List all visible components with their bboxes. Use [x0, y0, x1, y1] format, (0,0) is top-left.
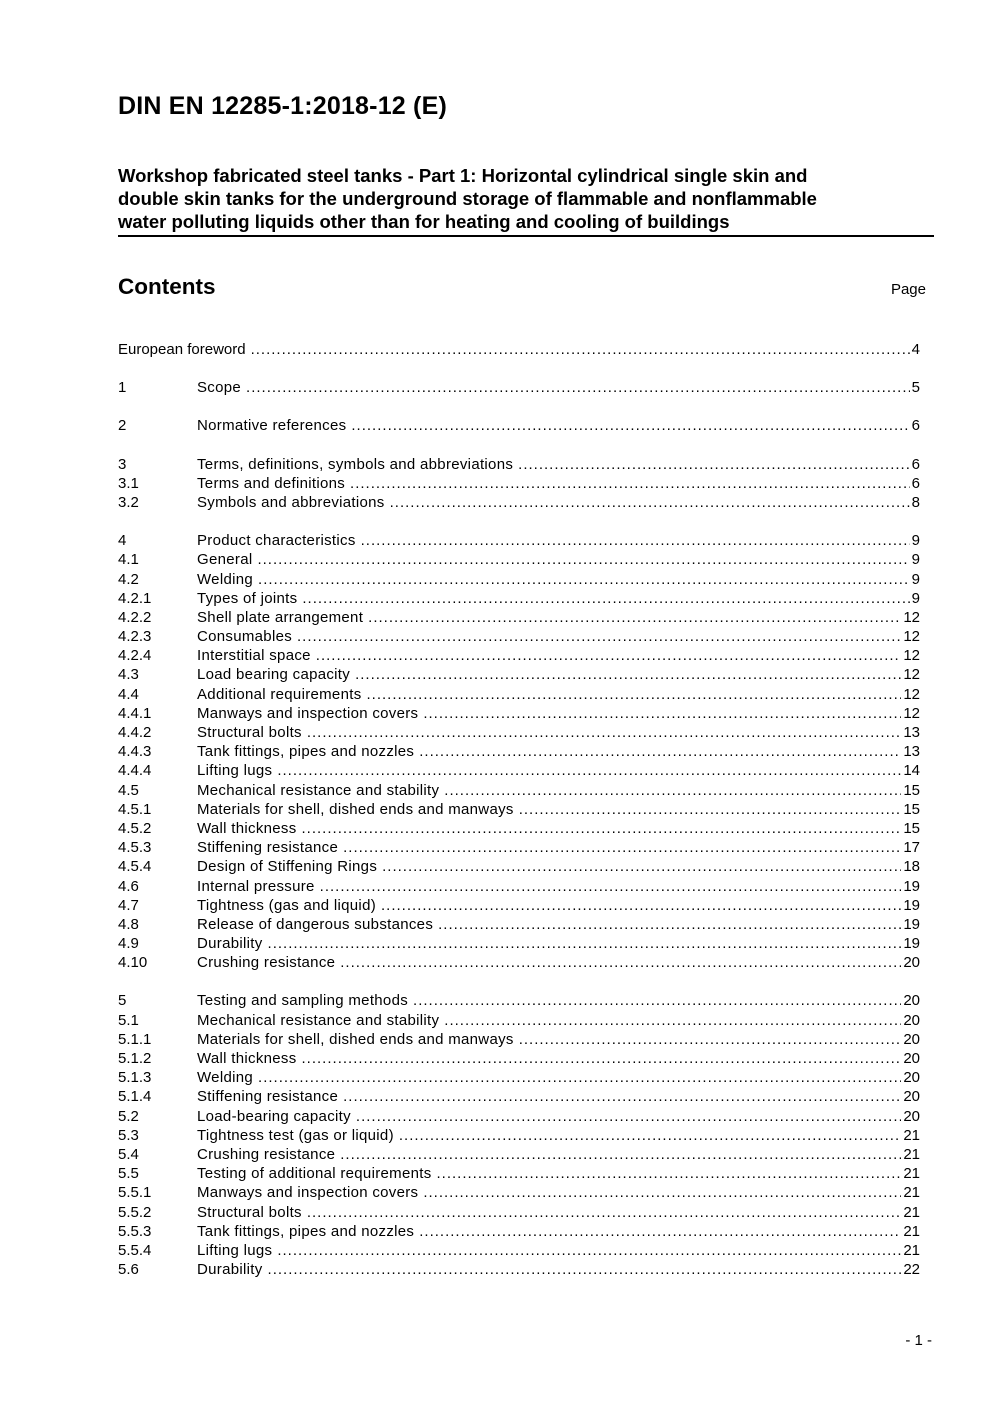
toc-entry-number: 5.5.4 — [118, 1241, 152, 1259]
toc-entry-title: Crushing resistance — [197, 1145, 336, 1163]
toc-entry-page: 21 — [903, 1145, 920, 1163]
toc-entry-page: 21 — [903, 1241, 920, 1259]
toc-entry-title: Structural bolts — [197, 724, 302, 741]
toc-entry-title: Welding — [197, 570, 254, 588]
toc-dot-leader — [340, 953, 901, 972]
toc-entry-title: Wall thickness — [197, 1050, 297, 1067]
toc-entry-page: 20 — [903, 1107, 920, 1125]
toc-entry-page: 9 — [911, 551, 920, 569]
toc-entry-number: 4.10 — [118, 954, 148, 972]
toc-entry[interactable] — [118, 1203, 920, 1222]
toc-entry-page: 12 — [903, 666, 920, 684]
toc-entry[interactable] — [118, 1068, 920, 1087]
toc-dot-leader — [320, 877, 902, 896]
toc-entry[interactable] — [118, 570, 920, 589]
toc-entry[interactable] — [118, 550, 920, 569]
toc-dot-leader — [268, 1260, 902, 1279]
toc-dot-leader — [343, 1087, 901, 1106]
toc-entry[interactable] — [118, 1222, 920, 1241]
toc-entry-number: 5.3 — [118, 1126, 139, 1144]
toc-dot-leader — [246, 378, 910, 397]
toc-entry[interactable] — [118, 1011, 920, 1030]
toc-dot-leader — [351, 416, 909, 435]
toc-entry-number: 4.6 — [118, 877, 139, 895]
toc-entry-number: 5.5.3 — [118, 1222, 152, 1240]
toc-entry-number: 5.1.2 — [118, 1050, 152, 1067]
toc-entry-title: Load-bearing capacity — [197, 1107, 351, 1125]
toc-entry-page: 6 — [911, 417, 920, 435]
toc-entry-title: Lifting lugs — [197, 1241, 273, 1259]
toc-entry-number: 4.5 — [118, 781, 139, 799]
toc-entry-number: 4.1 — [118, 551, 139, 569]
document-id: DIN EN 12285-1:2018-12 (E) — [118, 92, 447, 120]
toc-group-gap — [118, 359, 920, 378]
toc-entry-title: Wall thickness — [197, 819, 297, 837]
toc-entry[interactable] — [118, 800, 920, 819]
toc-entry[interactable] — [118, 838, 920, 857]
toc-entry-page: 9 — [911, 532, 920, 550]
toc-entry-page: 20 — [903, 1088, 920, 1106]
toc-entry-title: Durability — [197, 1261, 263, 1279]
toc-dot-leader — [302, 1049, 902, 1068]
subtitle-line: water polluting liquids other than for heating and cooling of buildings — [118, 211, 730, 232]
toc-entry-page: 21 — [903, 1184, 920, 1202]
toc-entry-number: 4 — [118, 532, 127, 550]
toc-entry-page: 9 — [911, 570, 920, 588]
toc-entry[interactable] — [118, 340, 920, 359]
toc-entry-number: 4.5.1 — [118, 800, 152, 818]
toc-entry-title: Tightness test (gas or liquid) — [197, 1126, 394, 1144]
toc-entry-number: 4.7 — [118, 896, 139, 914]
toc-dot-leader — [350, 474, 910, 493]
toc-entry-title: Shell plate arrangement — [197, 608, 364, 626]
toc-entry[interactable] — [118, 781, 920, 800]
toc-entry-page: 12 — [903, 685, 920, 703]
toc-entry-page: 13 — [903, 743, 920, 761]
toc-entry-title: Manways and inspection covers — [197, 1184, 419, 1202]
table-of-contents — [118, 340, 920, 1279]
toc-entry[interactable] — [118, 531, 920, 550]
toc-entry-page: 12 — [903, 704, 920, 722]
toc-entry[interactable] — [118, 493, 920, 512]
toc-entry[interactable] — [118, 742, 920, 761]
toc-dot-leader — [419, 1222, 901, 1241]
toc-entry-title: Internal pressure — [197, 877, 315, 895]
toc-entry-page: 19 — [903, 935, 920, 953]
toc-dot-leader — [316, 646, 902, 665]
toc-entry-number: 4.4.3 — [118, 743, 152, 761]
toc-entry[interactable] — [118, 1241, 920, 1260]
toc-entry-number: 4.5.3 — [118, 839, 152, 857]
toc-entry-page: 21 — [903, 1126, 920, 1144]
toc-entry-title: Testing and sampling methods — [197, 992, 409, 1010]
toc-entry-title: Testing of additional requirements — [197, 1165, 432, 1183]
subtitle-line: double skin tanks for the underground storage of flammable and nonflammable — [118, 188, 817, 209]
toc-entry-number: 4.2.4 — [118, 647, 152, 665]
toc-entry-page: 20 — [903, 1069, 920, 1087]
toc-entry-page: 12 — [903, 628, 920, 646]
toc-entry[interactable] — [118, 665, 920, 684]
toc-entry-page: 12 — [903, 647, 920, 665]
toc-entry[interactable] — [118, 761, 920, 780]
toc-entry-page: 15 — [903, 800, 920, 818]
toc-entry-title: Load bearing capacity — [197, 666, 351, 684]
page-column-heading: Page — [890, 281, 926, 298]
toc-entry-title: Normative references — [197, 417, 347, 435]
toc-entry-number: 5.5.2 — [118, 1203, 152, 1221]
toc-entry[interactable] — [118, 627, 920, 646]
toc-group-gap — [118, 512, 920, 531]
toc-entry[interactable] — [118, 1107, 920, 1126]
toc-entry[interactable] — [118, 991, 920, 1010]
toc-dot-leader — [356, 1107, 901, 1126]
toc-entry[interactable] — [118, 1164, 920, 1183]
toc-entry[interactable] — [118, 1260, 920, 1279]
toc-entry-title: Mechanical resistance and stability — [197, 1011, 440, 1029]
toc-entry-page: 18 — [903, 858, 920, 876]
toc-entry[interactable] — [118, 1145, 920, 1164]
document-subtitle — [118, 164, 934, 237]
toc-entry-number: 2 — [118, 417, 127, 435]
toc-dot-leader — [390, 493, 910, 512]
toc-entry-number: 4.2.3 — [118, 628, 152, 646]
toc-dot-leader — [307, 723, 901, 742]
toc-dot-leader — [251, 340, 910, 359]
toc-entry-number: 5.1.4 — [118, 1088, 152, 1106]
toc-entry-number: 4.2 — [118, 570, 139, 588]
toc-dot-leader — [519, 1030, 902, 1049]
toc-group-gap — [118, 436, 920, 455]
toc-dot-leader — [268, 934, 902, 953]
toc-entry-title: Crushing resistance — [197, 954, 336, 972]
toc-entry-page: 15 — [903, 781, 920, 799]
toc-entry-title: Mechanical resistance and stability — [197, 781, 440, 799]
toc-entry-page: 20 — [903, 954, 920, 972]
toc-entry-page: 14 — [903, 762, 920, 780]
toc-entry-number: 4.3 — [118, 666, 139, 684]
toc-dot-leader — [399, 1126, 901, 1145]
toc-dot-leader — [277, 1241, 901, 1260]
toc-group-gap — [118, 972, 920, 991]
toc-entry-title: Welding — [197, 1069, 254, 1087]
toc-entry-title: Materials for shell, dished ends and manways — [197, 1030, 514, 1048]
toc-entry-title: Tank fittings, pipes and nozzles — [197, 1222, 415, 1240]
toc-dot-leader — [444, 1011, 901, 1030]
toc-entry-number: 3.2 — [118, 493, 139, 511]
toc-entry[interactable] — [118, 1049, 920, 1068]
toc-entry-title: General — [197, 551, 253, 569]
toc-entry-title: Interstitial space — [197, 647, 311, 665]
toc-entry-title: Consumables — [197, 628, 293, 646]
toc-entry-number: 4.4.1 — [118, 704, 152, 722]
toc-entry-title: Symbols and abbreviations — [197, 493, 385, 511]
toc-dot-leader — [423, 704, 901, 723]
toc-dot-leader — [381, 896, 901, 915]
toc-entry[interactable] — [118, 857, 920, 876]
toc-dot-leader — [518, 455, 910, 474]
toc-entry[interactable] — [118, 723, 920, 742]
toc-entry-page: 8 — [911, 493, 920, 511]
toc-entry[interactable] — [118, 934, 920, 953]
toc-dot-leader — [519, 800, 902, 819]
toc-entry-title: Durability — [197, 935, 263, 953]
toc-dot-leader — [302, 819, 902, 838]
toc-entry-number: 1 — [118, 379, 127, 397]
toc-entry-number: 4.2.1 — [118, 589, 152, 607]
toc-entry-number: 4.5.4 — [118, 858, 152, 876]
toc-entry-title: Types of joints — [197, 589, 298, 607]
toc-group-gap — [118, 397, 920, 416]
toc-dot-leader — [258, 1068, 901, 1087]
toc-entry[interactable] — [118, 704, 920, 723]
toc-entry[interactable] — [118, 474, 920, 493]
toc-entry[interactable] — [118, 1087, 920, 1106]
toc-entry-title: Structural bolts — [197, 1203, 302, 1221]
subtitle-line: Workshop fabricated steel tanks - Part 1: Horizontal cylindrical single skin and — [118, 165, 808, 186]
toc-entry-number: 4.4.4 — [118, 762, 152, 780]
toc-entry-number: 3 — [118, 455, 127, 473]
toc-dot-leader — [277, 761, 901, 780]
toc-entry-title: Tightness (gas and liquid) — [197, 896, 377, 914]
toc-entry-page: 19 — [903, 915, 920, 933]
toc-entry-number: 4.9 — [118, 935, 139, 953]
toc-entry-number: 5.5.1 — [118, 1184, 152, 1202]
toc-entry-page: 19 — [903, 896, 920, 914]
toc-entry-page: 13 — [903, 724, 920, 741]
toc-entry-number: 5.1.3 — [118, 1069, 152, 1087]
toc-entry-number: 4.4.2 — [118, 724, 152, 741]
toc-entry-number: 5.5 — [118, 1165, 139, 1183]
toc-entry-page: 20 — [903, 992, 920, 1010]
toc-entry[interactable] — [118, 416, 920, 435]
toc-entry[interactable] — [118, 877, 920, 896]
toc-entry-number: 5.1 — [118, 1011, 139, 1029]
toc-entry[interactable] — [118, 608, 920, 627]
toc-entry-title: Terms and definitions — [197, 474, 346, 492]
toc-entry[interactable] — [118, 1030, 920, 1049]
toc-entry-title: Product characteristics — [197, 532, 356, 550]
toc-entry[interactable] — [118, 819, 920, 838]
toc-dot-leader — [302, 589, 909, 608]
toc-dot-leader — [361, 531, 910, 550]
toc-entry-number: 5.6 — [118, 1261, 139, 1279]
toc-entry-number: 5.1.1 — [118, 1030, 152, 1048]
toc-entry-title: Manways and inspection covers — [197, 704, 419, 722]
toc-entry[interactable] — [118, 378, 920, 397]
toc-entry-page: 9 — [911, 589, 920, 607]
toc-dot-leader — [437, 1164, 902, 1183]
toc-entry-page: 21 — [903, 1203, 920, 1221]
toc-entry-number: 4.8 — [118, 915, 139, 933]
toc-entry-page: 15 — [903, 819, 920, 837]
toc-entry-title: Design of Stiffening Rings — [197, 858, 378, 876]
toc-entry-page: 20 — [903, 1030, 920, 1048]
toc-entry-title: Tank fittings, pipes and nozzles — [197, 743, 415, 761]
page-number-footer: - 1 - — [905, 1332, 932, 1349]
toc-entry-page: 4 — [911, 341, 920, 358]
toc-entry[interactable] — [118, 896, 920, 915]
toc-entry-title: European foreword — [118, 341, 246, 358]
toc-entry-page: 12 — [903, 608, 920, 626]
toc-entry[interactable] — [118, 589, 920, 608]
toc-dot-leader — [340, 1145, 901, 1164]
toc-entry-number: 3.1 — [118, 474, 139, 492]
toc-dot-leader — [382, 857, 901, 876]
toc-entry-page: 21 — [903, 1165, 920, 1183]
toc-entry-title: Materials for shell, dished ends and manways — [197, 800, 514, 818]
toc-entry-number: 4.2.2 — [118, 608, 152, 626]
toc-dot-leader — [297, 627, 901, 646]
toc-dot-leader — [444, 781, 901, 800]
toc-entry-number: 5 — [118, 992, 127, 1010]
toc-dot-leader — [343, 838, 901, 857]
toc-entry-page: 6 — [911, 455, 920, 473]
toc-dot-leader — [355, 665, 901, 684]
toc-entry-page: 20 — [903, 1050, 920, 1067]
toc-entry-title: Lifting lugs — [197, 762, 273, 780]
toc-dot-leader — [307, 1203, 901, 1222]
toc-entry-page: 19 — [903, 877, 920, 895]
toc-entry[interactable] — [118, 455, 920, 474]
toc-entry[interactable] — [118, 915, 920, 934]
toc-entry-title: Scope — [197, 379, 242, 397]
toc-dot-leader — [258, 570, 910, 589]
toc-entry-page: 6 — [911, 474, 920, 492]
toc-entry-number: 5.4 — [118, 1145, 139, 1163]
toc-entry[interactable] — [118, 685, 920, 704]
toc-entry[interactable] — [118, 953, 920, 972]
toc-dot-leader — [413, 991, 901, 1010]
toc-entry-number: 4.4 — [118, 685, 139, 703]
toc-entry-number: 4.5.2 — [118, 819, 152, 837]
toc-entry-title: Release of dangerous substances — [197, 915, 434, 933]
toc-entry-page: 5 — [911, 379, 920, 397]
toc-entry-page: 22 — [903, 1261, 920, 1279]
toc-dot-leader — [438, 915, 901, 934]
toc-entry-page: 21 — [903, 1222, 920, 1240]
toc-dot-leader — [367, 685, 902, 704]
toc-dot-leader — [423, 1183, 901, 1202]
toc-entry-title: Terms, definitions, symbols and abbreviations — [197, 455, 514, 473]
toc-entry-page: 17 — [903, 839, 920, 857]
toc-dot-leader — [257, 550, 909, 569]
toc-dot-leader — [419, 742, 901, 761]
toc-entry[interactable] — [118, 1126, 920, 1145]
toc-entry-title: Stiffening resistance — [197, 839, 339, 857]
toc-entry-title: Stiffening resistance — [197, 1088, 339, 1106]
toc-entry-number: 5.2 — [118, 1107, 139, 1125]
toc-entry[interactable] — [118, 1183, 920, 1202]
toc-entry[interactable] — [118, 646, 920, 665]
contents-heading: Contents — [118, 274, 216, 299]
toc-entry-page: 20 — [903, 1011, 920, 1029]
toc-dot-leader — [368, 608, 901, 627]
toc-entry-title: Additional requirements — [197, 685, 362, 703]
